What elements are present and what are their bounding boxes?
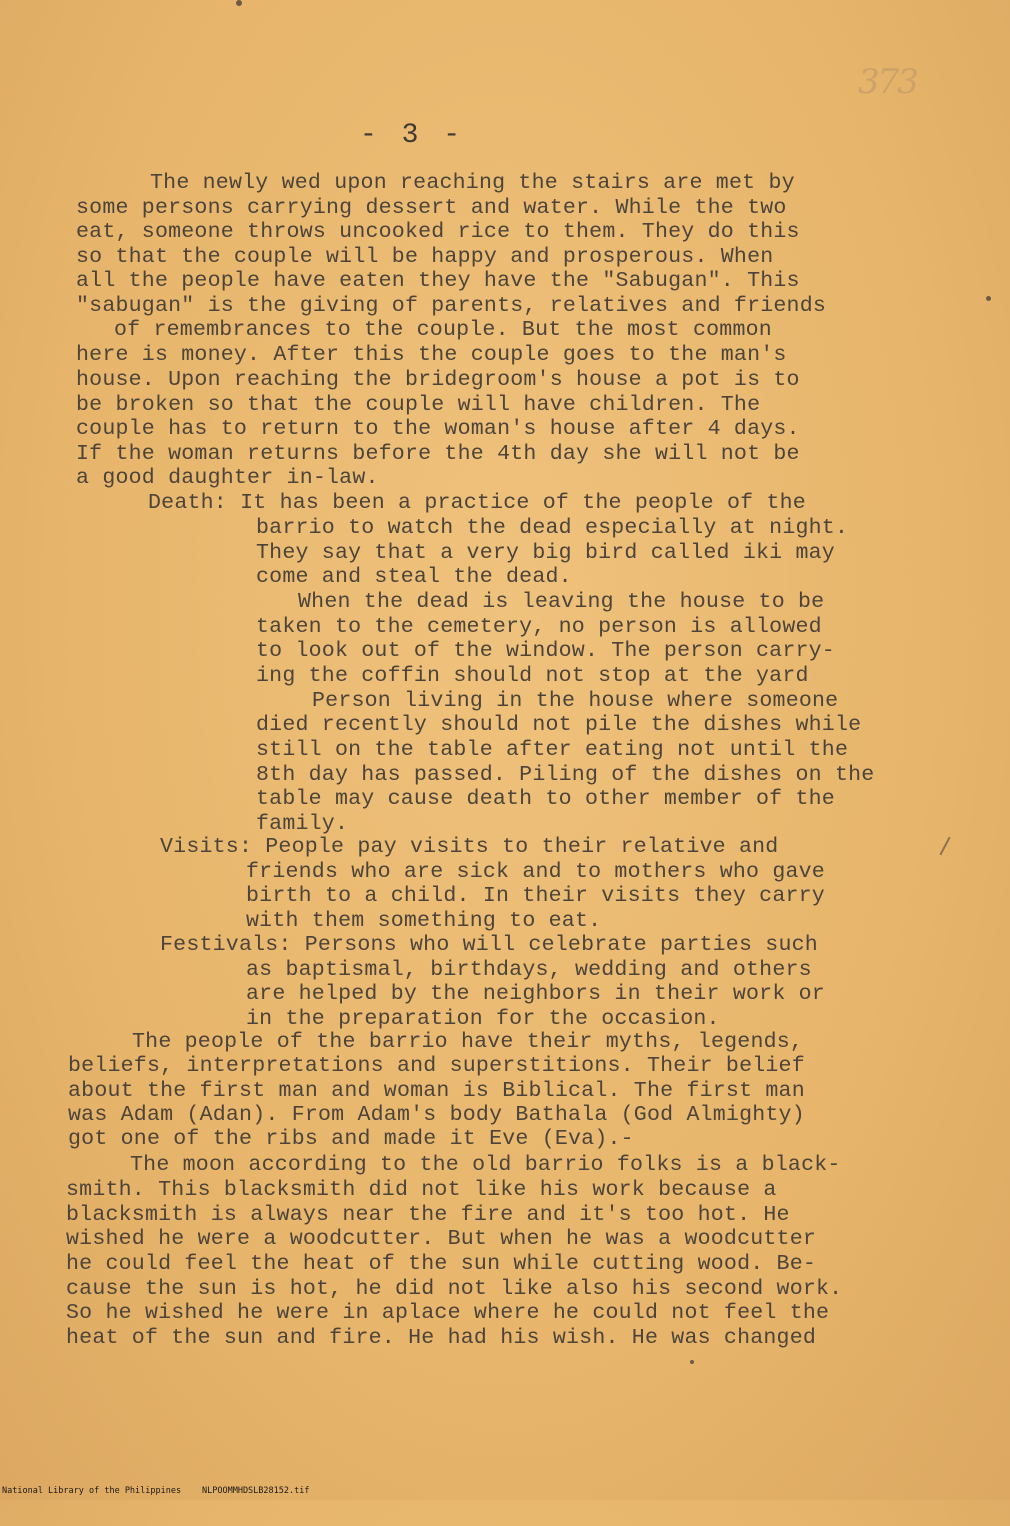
text-line: family.: [256, 812, 349, 836]
text-line: friends who are sick and to mothers who gave: [246, 860, 825, 884]
text-line: some persons carrying dessert and water. While the two: [76, 196, 787, 220]
text-line: so that the couple will be happy and prosperous. When: [76, 245, 774, 269]
ink-dot: [986, 296, 991, 301]
text-line: couple has to return to the woman's house after 4 days.: [76, 417, 800, 441]
text-line: birth to a child. In their visits they carry: [246, 884, 825, 908]
text-line: died recently should not pile the dishes while: [256, 713, 862, 737]
text-line: Person living in the house where someone: [312, 689, 839, 713]
text-line: When the dead is leaving the house to be: [298, 590, 825, 614]
text-line: of remembrances to the couple. But the most common: [114, 318, 772, 342]
text-line: Visits: People pay visits to their relative and: [160, 835, 779, 859]
text-line: a good daughter in-law.: [76, 466, 379, 490]
text-line: he could feel the heat of the sun while cutting wood. Be-: [66, 1252, 817, 1276]
ink-dot: [690, 1360, 694, 1364]
handwritten-page-number: 373: [858, 62, 917, 102]
text-line: wished he were a woodcutter. But when he was a woodcutter: [66, 1227, 817, 1251]
text-line: ing the coffin should not stop at the yard: [256, 664, 809, 688]
page-number: - 3 -: [360, 120, 465, 151]
text-line: So he wished he were in aplace where he could not feel the: [66, 1301, 830, 1325]
text-line: all the people have eaten they have the "Sabugan". This: [76, 269, 800, 293]
text-line: heat of the sun and fire. He had his wish. He was changed: [66, 1326, 817, 1350]
text-line: The newly wed upon reaching the stairs are met by: [150, 171, 795, 195]
text-line: The moon according to the old barrio folks is a black-: [130, 1153, 841, 1177]
text-line: smith. This blacksmith did not like his work because a: [66, 1178, 777, 1202]
footer: [2, 1486, 1008, 1526]
text-line: with them something to eat.: [246, 909, 602, 933]
text-line: Festivals: Persons who will celebrate parties such: [160, 933, 818, 957]
text-line: got one of the ribs and made it Eve (Eva).-: [68, 1127, 634, 1151]
text-line: was Adam (Adan). From Adam's body Bathala (God Almighty): [68, 1103, 805, 1127]
text-line: house. Upon reaching the bridegroom's house a pot is to: [76, 368, 800, 392]
text-line: They say that a very big bird called iki may: [256, 541, 835, 565]
text-line: still on the table after eating not until the: [256, 738, 849, 762]
text-line: to look out of the window. The person carry-: [256, 639, 835, 663]
text-line: as baptismal, birthdays, wedding and others: [246, 958, 812, 982]
text-line: 8th day has passed. Piling of the dishes on the: [256, 763, 875, 787]
text-line: blacksmith is always near the fire and it's too hot. He: [66, 1203, 790, 1227]
text-line: are helped by the neighbors in their work or: [246, 982, 825, 1006]
text-line: table may cause death to other member of the: [256, 787, 835, 811]
text-line: come and steal the dead.: [256, 565, 572, 589]
footer-source: National Library of the Philippines: [2, 1486, 182, 1496]
text-line: in the preparation for the occasion.: [246, 1007, 720, 1031]
text-line: here is money. After this the couple goes to the man's: [76, 343, 787, 367]
text-line: Death: It has been a practice of the people of the: [148, 491, 806, 515]
text-line: barrio to watch the dead especially at night.: [256, 516, 849, 540]
pencil-mark: [939, 837, 950, 856]
text-line: The people of the barrio have their myths, legends,: [132, 1030, 804, 1054]
text-line: "sabugan" is the giving of parents, relatives and friends: [76, 294, 827, 318]
text-line: be broken so that the couple will have children. The: [76, 393, 761, 417]
text-line: eat, someone throws uncooked rice to them. They do this: [76, 220, 800, 244]
text-line: If the woman returns before the 4th day she will not be: [76, 442, 800, 466]
footer-filename: NLPOOMMHDSLB28152.tif: [202, 1486, 310, 1496]
text-line: beliefs, interpretations and superstitions. Their belief: [68, 1054, 805, 1078]
text-line: about the first man and woman is Biblical. The first man: [68, 1079, 805, 1103]
ink-dot: [236, 0, 242, 6]
text-line: cause the sun is hot, he did not like also his second work.: [66, 1277, 843, 1301]
text-line: taken to the cemetery, no person is allowed: [256, 615, 822, 639]
